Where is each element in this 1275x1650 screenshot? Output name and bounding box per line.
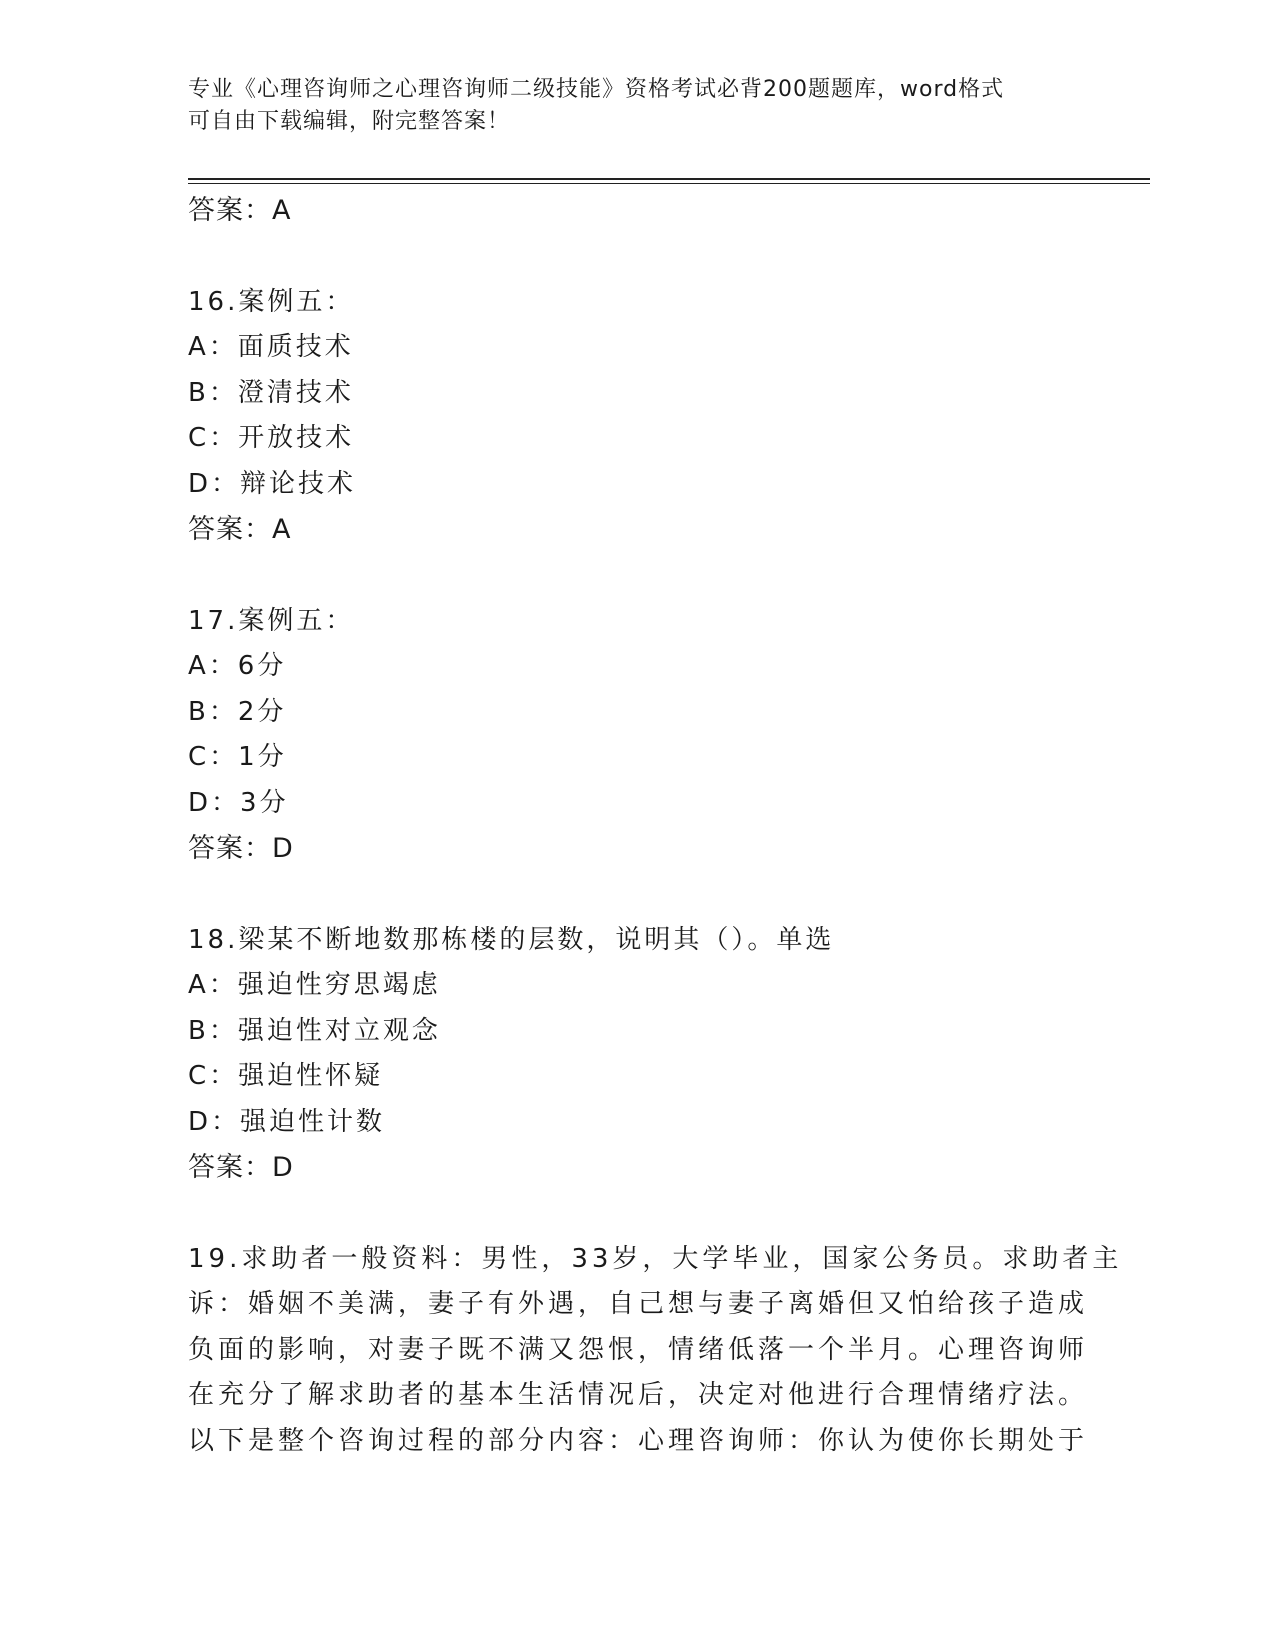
option-b: B：澄清技术 (188, 377, 354, 408)
question-block (188, 280, 1088, 553)
question-block (188, 918, 1088, 1191)
header-divider-thick (188, 178, 1150, 180)
option-b: B：强迫性对立观念 (188, 1015, 441, 1046)
question-stem-line: 负面的影响，对妻子既不满又怨恨，情绪低落一个半月。心理咨询师 (188, 1334, 1089, 1365)
question-block (188, 1237, 1123, 1465)
spacer (188, 872, 1088, 918)
option-b: B：2分 (188, 696, 287, 727)
answer-line: 答案：A (188, 195, 292, 226)
option-c: C：开放技术 (188, 423, 355, 453)
question-stem: 17.案例五： (188, 605, 355, 636)
answer-line: 答案：D (188, 1152, 294, 1183)
question-list (188, 188, 1123, 1464)
option-a: A：强迫性穷思竭虑 (188, 970, 441, 1000)
question-stem-line: 诉：婚姻不美满，妻子有外遇，自己想与妻子离婚但又怕给孩子造成 (188, 1289, 1089, 1319)
question-stem: 18.梁某不断地数那栋楼的层数，说明其（）。单选 (188, 924, 835, 955)
answer-line: 答案：D (188, 833, 294, 864)
option-d: D：强迫性计数 (188, 1106, 386, 1137)
header-title-line-1: 专业《心理咨询师之心理咨询师二级技能》资格考试必背200题题库，word格式 (188, 77, 1005, 102)
question-stem: 16.案例五： (188, 286, 355, 317)
question-stem-line: 以下是整个咨询过程的部分内容：心理咨询师：你认为使你长期处于 (188, 1425, 1089, 1456)
header-divider-thin (188, 183, 1150, 184)
document-header (188, 74, 1068, 138)
option-d: D：辩论技术 (188, 468, 357, 499)
answer-line: 答案：A (188, 514, 292, 545)
question-block (188, 599, 1088, 872)
spacer (188, 1191, 1088, 1237)
option-d: D：3分 (188, 787, 289, 818)
question-stem-line: 在充分了解求助者的基本生活情况后，决定对他进行合理情绪疗法。 (188, 1380, 1089, 1410)
question-stem-line: 19.求助者一般资料：男性，33岁，大学毕业，国家公务员。求助者主 (188, 1243, 1123, 1274)
spacer (188, 553, 1088, 599)
spacer (188, 234, 1088, 280)
option-a: A：6分 (188, 651, 287, 681)
option-c: C：1分 (188, 742, 287, 772)
option-c: C：强迫性怀疑 (188, 1061, 384, 1091)
header-title-line-2: 可自由下载编辑，附完整答案！ (188, 109, 511, 134)
option-a: A：面质技术 (188, 332, 354, 362)
